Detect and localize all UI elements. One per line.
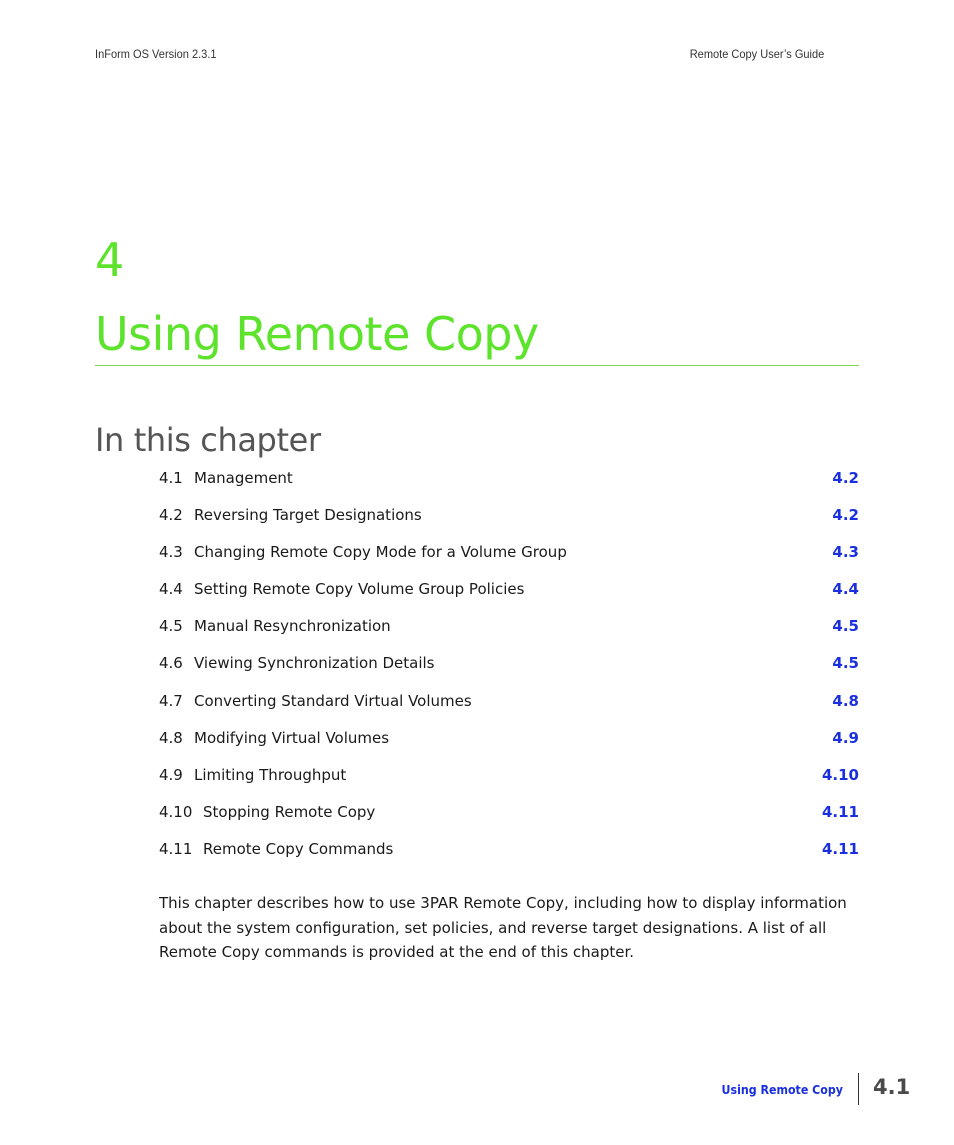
toc-section-number: 4.8 (159, 728, 183, 747)
toc-page-link[interactable]: 4.2 (832, 469, 859, 487)
toc-section-title: Modifying Virtual Volumes (194, 728, 390, 747)
toc-section-number: 4.4 (159, 580, 183, 599)
table-of-contents (159, 465, 859, 873)
toc-row (159, 799, 859, 836)
toc-page-link[interactable]: 4.11 (821, 839, 859, 858)
chapter-number: 4 (95, 232, 125, 287)
toc-row (159, 613, 859, 650)
section-heading: In this chapter (95, 420, 321, 459)
toc-row (159, 576, 859, 613)
toc-section-title: Converting Standard Virtual Volumes (194, 691, 472, 710)
toc-section-title: Stopping Remote Copy (203, 802, 376, 821)
toc-section-title: Viewing Synchronization Details (194, 654, 435, 673)
toc-row (159, 465, 859, 502)
toc-section-number: 4.7 (159, 691, 183, 710)
toc-page-link[interactable]: 4.10 (821, 765, 859, 784)
running-header-right: Remote Copy User’s Guide (689, 47, 824, 61)
toc-row (159, 762, 859, 799)
toc-section-title: Setting Remote Copy Volume Group Policies (194, 580, 525, 599)
toc-section-title: Remote Copy Commands (203, 839, 394, 858)
chapter-title: Using Remote Copy (95, 306, 539, 361)
toc-page-link[interactable]: 4.3 (832, 543, 859, 562)
intro-paragraph: This chapter describes how to use 3PAR Remote Copy, including how to display information about the system configuration, set policies, and reverse target designations. A list of all Remote Copy commands is provided at the end of this chapter. (159, 894, 847, 961)
toc-section-number: 4.10 (159, 802, 193, 821)
toc-page-link[interactable]: 4.5 (832, 654, 859, 673)
toc-page-link[interactable]: 4.11 (821, 802, 859, 821)
toc-page-link[interactable]: 4.2 (832, 506, 859, 525)
toc-section-number: 4.2 (159, 506, 183, 525)
chapter-divider (95, 365, 859, 366)
toc-section-title: Manual Resynchronization (194, 617, 391, 636)
toc-section-number: 4.11 (159, 839, 193, 858)
toc-section-title: Changing Remote Copy Mode for a Volume Group (194, 543, 567, 562)
toc-row (159, 725, 859, 762)
toc-section-number: 4.5 (159, 617, 183, 636)
toc-page-link[interactable]: 4.8 (832, 691, 859, 710)
toc-row (159, 688, 859, 725)
toc-section-title: Reversing Target Designations (194, 506, 422, 525)
toc-row (159, 836, 859, 873)
toc-row (159, 539, 859, 576)
toc-section-number: 4.6 (159, 654, 183, 673)
running-header-left: InForm OS Version 2.3.1 (95, 47, 217, 61)
toc-page-link[interactable]: 4.5 (832, 617, 859, 636)
toc-row (159, 650, 859, 687)
toc-section-number: 4.1 (159, 469, 183, 487)
footer-page-number: 4.1 (873, 1075, 911, 1099)
toc-section-title: Management (194, 469, 293, 487)
toc-section-number: 4.9 (159, 765, 183, 784)
toc-page-link[interactable]: 4.4 (832, 580, 859, 599)
footer-divider (858, 1073, 859, 1105)
toc-section-title: Limiting Throughput (194, 765, 347, 784)
toc-section-number: 4.3 (159, 543, 183, 562)
toc-page-link[interactable]: 4.9 (832, 728, 859, 747)
toc-row (159, 502, 859, 539)
footer-chapter-link[interactable]: Using Remote Copy (721, 1083, 843, 1097)
